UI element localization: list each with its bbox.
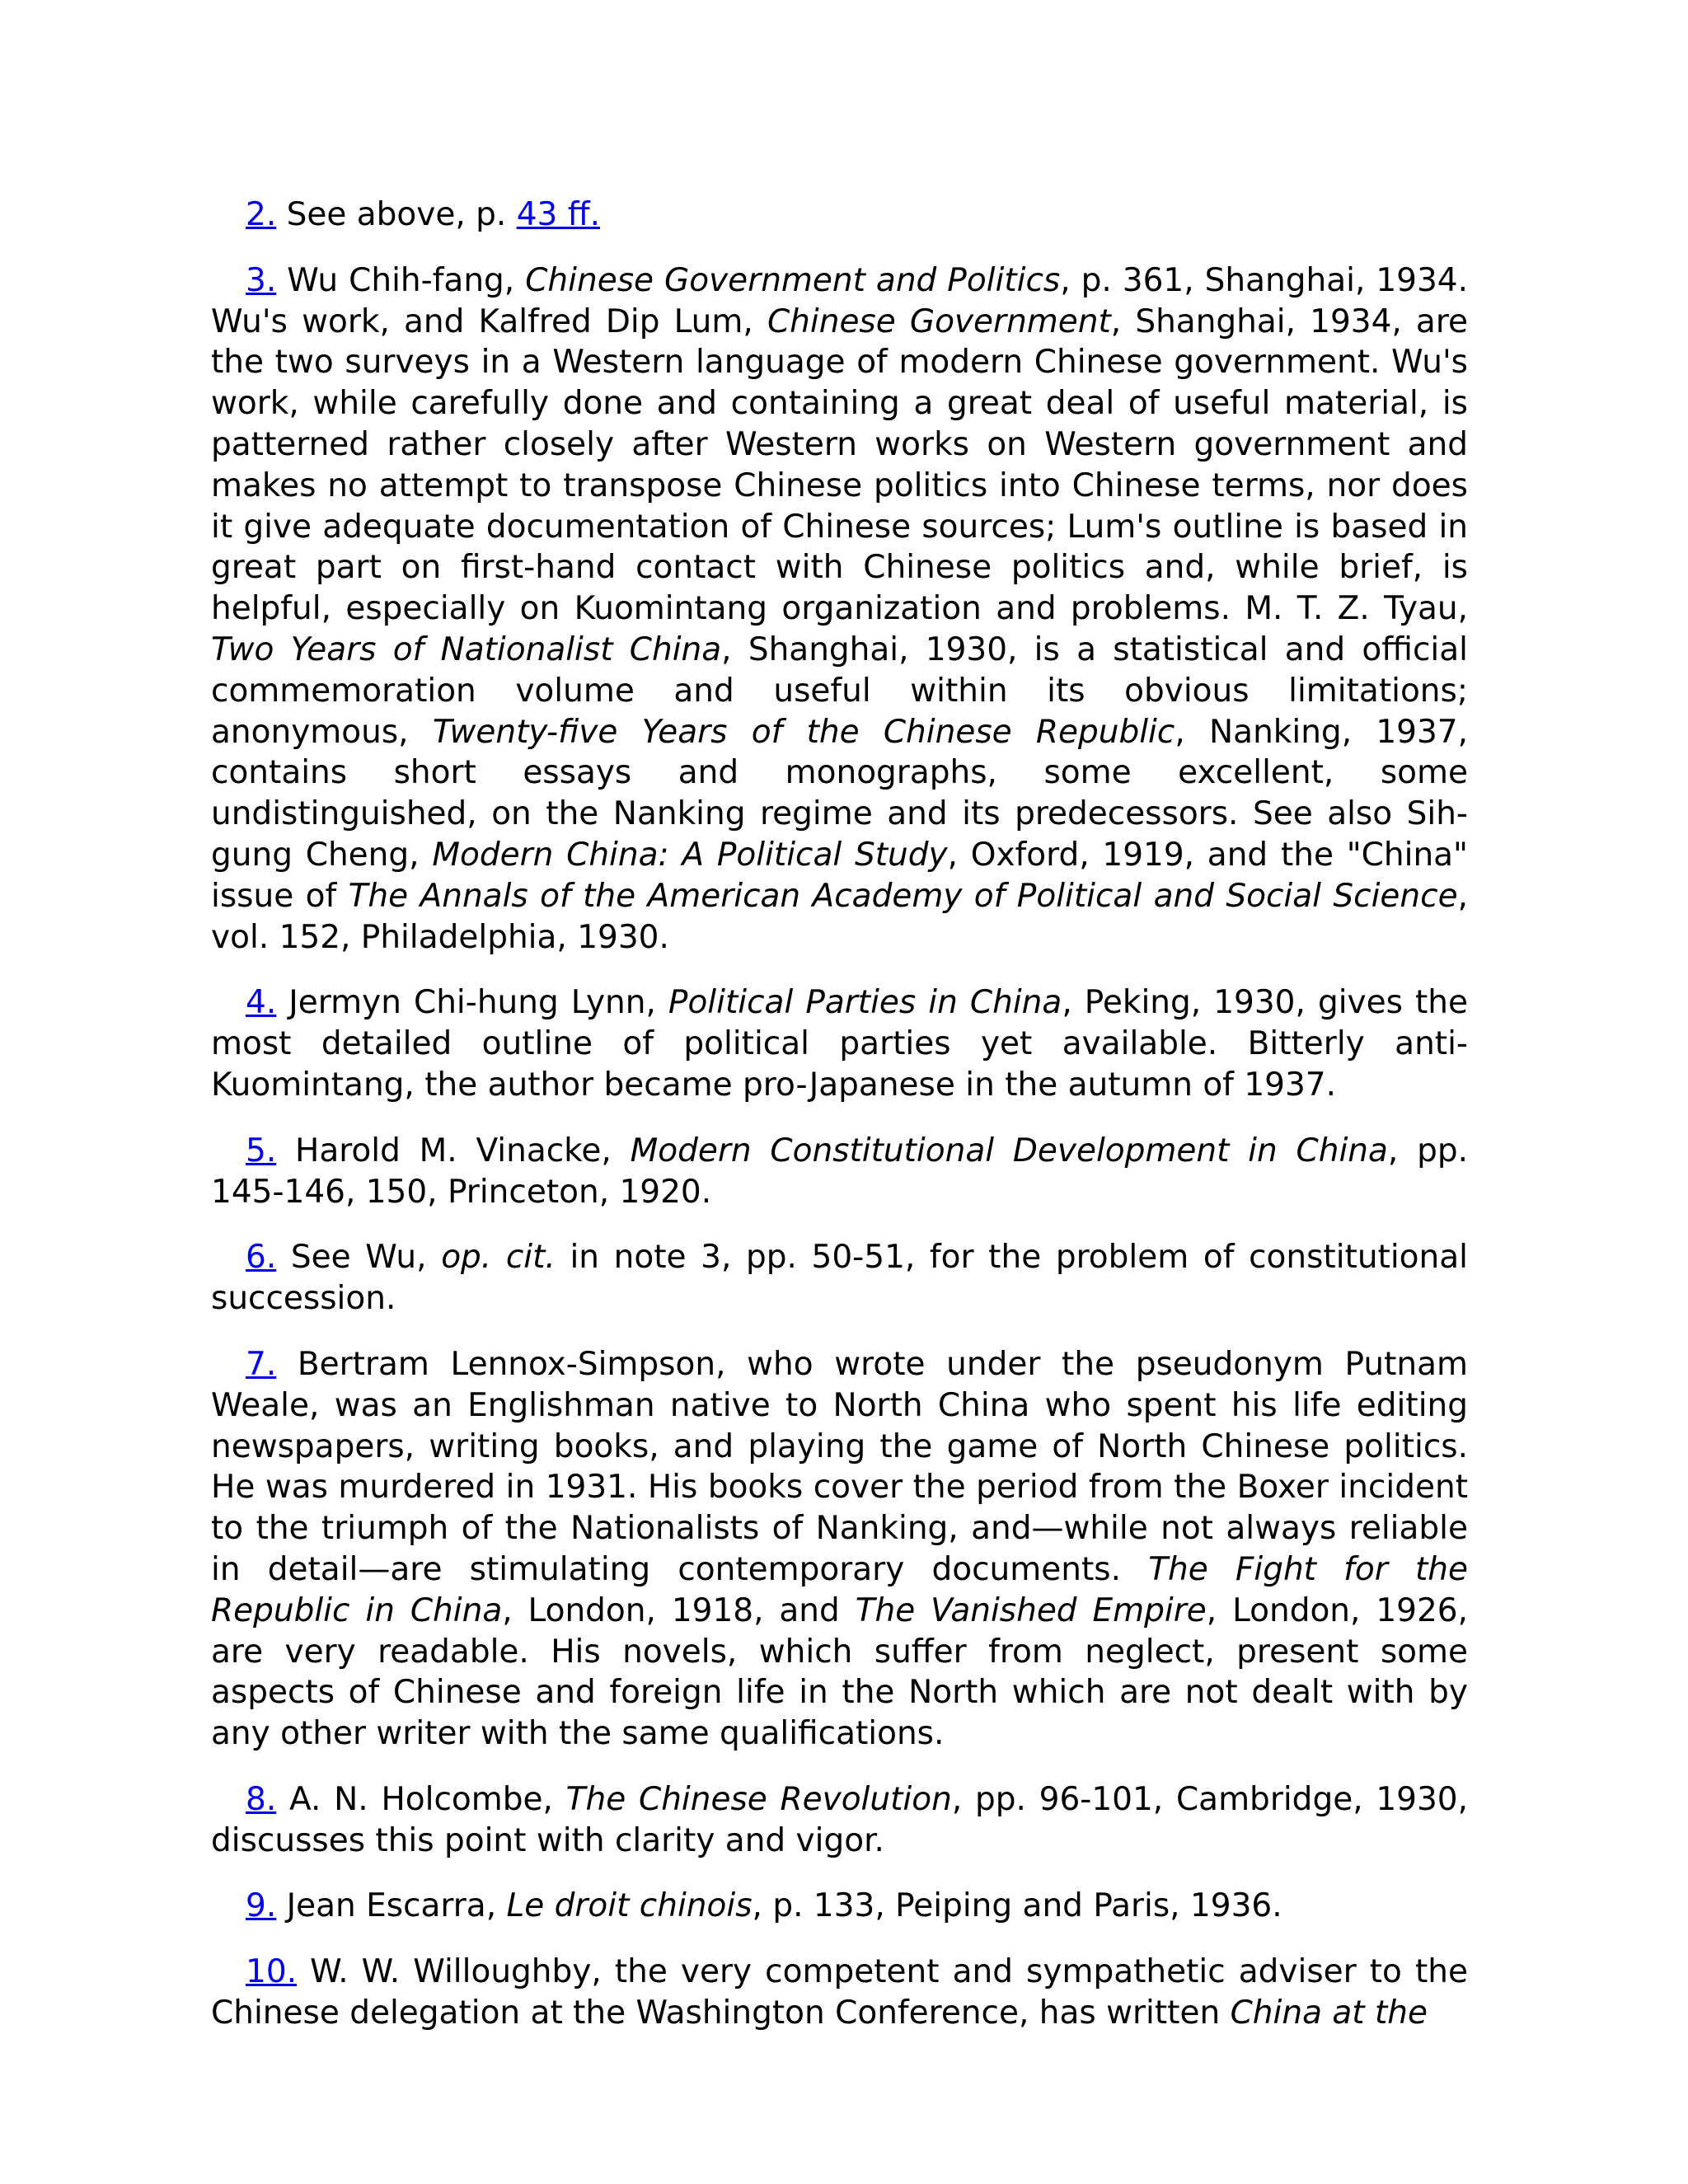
footnote-text: , London, 1926, are very readable. His novels, which suffer from neglect, present some aspects of Chinese and foreign life in the North which are not dealt with by any other writer with the same qualifications. <box>211 1591 1468 1753</box>
footnote-text: See above, p. <box>276 196 517 233</box>
footnote-text: A. N. Holcombe, <box>276 1780 566 1818</box>
footnote-number-link[interactable]: 3. <box>246 261 277 299</box>
page-reference-link[interactable]: 43 ff. <box>516 196 600 233</box>
footnote-number-link[interactable]: 7. <box>246 1345 277 1383</box>
footnote-text: Jean Escarra, <box>276 1887 507 1925</box>
work-title: Modern Constitutional Development in China <box>630 1132 1388 1169</box>
footnote-number-link[interactable]: 8. <box>246 1780 277 1818</box>
work-title: Chinese Government <box>767 302 1111 340</box>
footnote <box>211 1237 1468 1319</box>
work-title: Chinese Government and Politics <box>525 261 1061 299</box>
footnote-number-link[interactable]: 2. <box>246 196 277 233</box>
footnote <box>211 1131 1468 1213</box>
footnote-text: , pp. 145-146, 150, Princeton, 1920. <box>211 1132 1469 1211</box>
footnote-text: , Nanking, 1937, contains short essays and monographs, some excellent, some undistinguished, on the Nanking regime and its predecessors. See also Sih-gung Cheng, <box>211 713 1468 874</box>
work-title: China at the <box>1230 1994 1428 2032</box>
footnote-number-link[interactable]: 4. <box>246 984 277 1022</box>
work-title: Le droit chinois <box>506 1887 753 1925</box>
footnote <box>211 1886 1468 1927</box>
footnote-text: See Wu, <box>276 1239 442 1277</box>
footnote-text: , London, 1918, and <box>502 1591 856 1629</box>
work-title: Two Years of Nationalist China <box>211 630 722 668</box>
footnote-text: , Shanghai, 1930, is a statistical and official commemoration volume and useful within its obvious limitations; anonymous, <box>211 630 1468 751</box>
footnote-text: , vol. 152, Philadelphia, 1930. <box>211 877 1468 956</box>
footnote-text: , Peking, 1930, gives the most detailed outline of political parties yet available. Bitterly anti-Kuomintang, the author became pro-Japanese in the autumn of 1937. <box>211 984 1468 1104</box>
footnote-text: W. W. Willoughby, the very competent and sympathetic adviser to the Chinese delegation at the Washington Conference, has written <box>211 1953 1468 2032</box>
footnote-number-link[interactable]: 5. <box>246 1132 277 1169</box>
footnote-text: Wu Chih-fang, <box>276 261 526 299</box>
work-title: op. cit. <box>441 1239 556 1277</box>
footnote-text: Harold M. Vinacke, <box>276 1132 631 1169</box>
footnote-text: Jermyn Chi-hung Lynn, <box>276 984 668 1022</box>
footnote <box>211 260 1468 958</box>
work-title: Twenty-five Years of the Chinese Republic <box>432 713 1175 751</box>
work-title: The Fight for the Republic in China <box>211 1550 1468 1629</box>
footnote-text: , pp. 96-101, Cambridge, 1930, discusses this point with clarity and vigor. <box>211 1780 1468 1859</box>
footnote-number-link[interactable]: 6. <box>246 1239 277 1277</box>
work-title: The Vanished Empire <box>855 1591 1207 1629</box>
footnotes-page <box>211 194 1468 2059</box>
footnote-text: Bertram Lennox-Simpson, who wrote under the pseudonym Putnam Weale, was an Englishman native to North China who spent his life editing newspapers, writing books, and playing the game of North Chinese politics. He was murdered in 1931. His books cover the period from the Boxer incident to the triumph of the Nationalists of Nanking, and—while not always reliable in detail—are stimulating contemporary documents. <box>211 1345 1468 1588</box>
footnote <box>211 1952 1468 2034</box>
footnote-text: , p. 133, Peiping and Paris, 1936. <box>752 1887 1282 1925</box>
work-title: The Chinese Revolution <box>565 1780 952 1818</box>
footnote <box>211 1344 1468 1755</box>
footnote <box>211 1779 1468 1862</box>
footnote-text: , p. 361, Shanghai, 1934. Wu's work, and Kalfred Dip Lum, <box>211 261 1468 340</box>
footnote-text: , Shanghai, 1934, are the two surveys in a Western language of modern Chinese government. Wu's work, while carefully done and containing a great deal of useful material, is patterned rather closely after Western works on Western government and makes no attempt to transpose Chinese politics into Chinese terms, nor does it give adequate documentation of Chinese sources; Lum's outline is based in great part on first-hand contact with Chinese politics and, while brief, is helpful, especially on Kuomintang organization and problems. M. T. Z. Tyau, <box>211 302 1469 628</box>
footnote <box>211 982 1468 1105</box>
footnote <box>211 194 1468 236</box>
footnote-text: in note 3, pp. 50-51, for the problem of constitutional succession. <box>211 1239 1468 1318</box>
footnote-number-link[interactable]: 10. <box>246 1953 298 1991</box>
work-title: Modern China: A Political Study <box>432 836 948 874</box>
footnote-text: , Oxford, 1919, and the "China" issue of <box>211 836 1468 915</box>
footnote-number-link[interactable]: 9. <box>246 1887 277 1925</box>
work-title: The Annals of the American Academy of Political and Social Science <box>348 877 1458 915</box>
work-title: Political Parties in China <box>668 984 1062 1022</box>
